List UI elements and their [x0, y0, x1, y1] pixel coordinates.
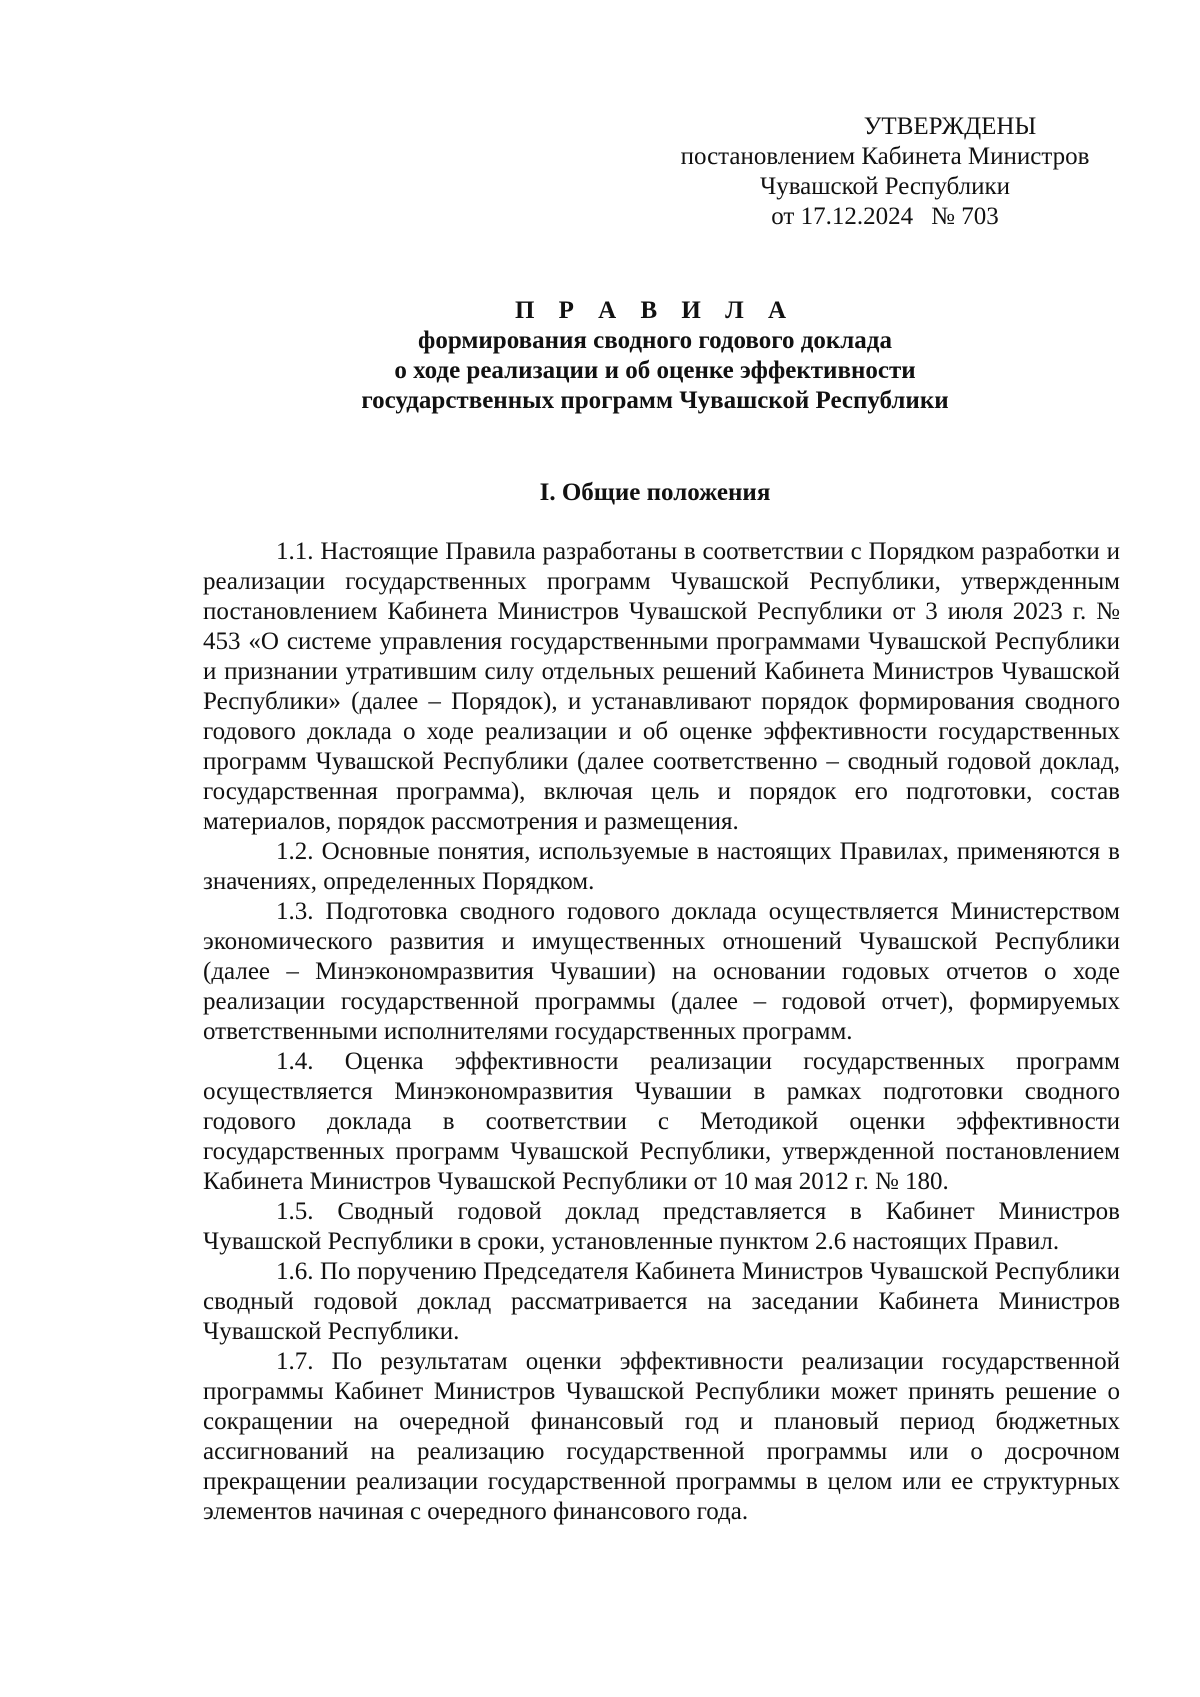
approval-stamp-block — [640, 112, 1130, 232]
section-heading: I. Общие положения — [539, 479, 771, 506]
document-title-block — [150, 296, 1160, 416]
title-line-1: формирования сводного годового доклада — [418, 327, 892, 354]
title-line-2: о ходе реализации и об оценке эффективности — [394, 357, 916, 384]
approval-date: от 17.12.2024 — [771, 203, 914, 230]
paragraph-1-2: 1.2. Основные понятия, используемые в настоящих Правилах, применяются в значениях, определенных Порядком. — [203, 838, 1120, 895]
document-type: П Р А В И Л А — [514, 297, 796, 324]
paragraph-1-6: 1.6. По поручению Председателя Кабинета Министров Чувашской Республики сводный годовой доклад рассматривается на заседании Кабинета Министров Чувашской Республики. — [203, 1258, 1120, 1345]
approval-line-2: Чувашской Республики — [759, 173, 1011, 200]
approval-date-line — [640, 202, 1130, 232]
approval-number: № 703 — [931, 203, 999, 230]
approval-line-1: постановлением Кабинета Министров — [680, 143, 1090, 170]
paragraph-1-7: 1.7. По результатам оценки эффективности реализации государственной программы Кабинет Министров Чувашской Республики может принять решение о сокращении на очередной финансовый год и плановый период бюджетных ассигнований на реализацию государственной программы или о досрочном прекращении реализации государственной программы в целом или ее структурных элементов начиная с очередного финансового года. — [203, 1348, 1120, 1525]
title-line-3: государственных программ Чувашской Республики — [361, 387, 949, 414]
body-text — [203, 537, 1120, 1527]
paragraph-1-5: 1.5. Сводный годовой доклад представляется в Кабинет Министров Чувашской Республики в сроки, установленные пунктом 2.6 настоящих Правил. — [203, 1198, 1120, 1255]
approval-head: УТВЕРЖДЕНЫ — [863, 113, 1037, 140]
paragraph-1-1: 1.1. Настоящие Правила разработаны в соответствии с Порядком разработки и реализации государственных программ Чувашской Республики, утвержденным постановлением Кабинета Министров Чувашской Республики от 3 июля 2023 г. № 453 «О системе управления государственными программами Чувашской Республики и признании утратившим силу отдельных решений Кабинета Министров Чувашской Республики» (далее – Порядок), и устанавливают порядок формирования сводного годового доклада о ходе реализации и об оценке эффективности государственных программ Чувашской Республики (далее соответственно – сводный годовой доклад, государственная программа), включая цель и порядок его подготовки, состав материалов, порядок рассмотрения и размещения. — [203, 538, 1120, 835]
paragraph-1-4: 1.4. Оценка эффективности реализации государственных программ осуществляется Минэкономразвития Чувашии в рамках подготовки сводного годового доклада в соответствии с Методикой оценки эффективности государственных программ Чувашской Республики, утвержденной постановлением Кабинета Министров Чувашской Республики от 10 мая 2012 г. № 180. — [203, 1048, 1120, 1195]
paragraph-1-3: 1.3. Подготовка сводного годового доклада осуществляется Министерством экономического развития и имущественных отношений Чувашской Республики (далее – Минэкономразвития Чувашии) на основании годовых отчетов о ходе реализации государственной программы (далее – годовой отчет), формируемых ответственными исполнителями государственных программ. — [203, 898, 1120, 1045]
